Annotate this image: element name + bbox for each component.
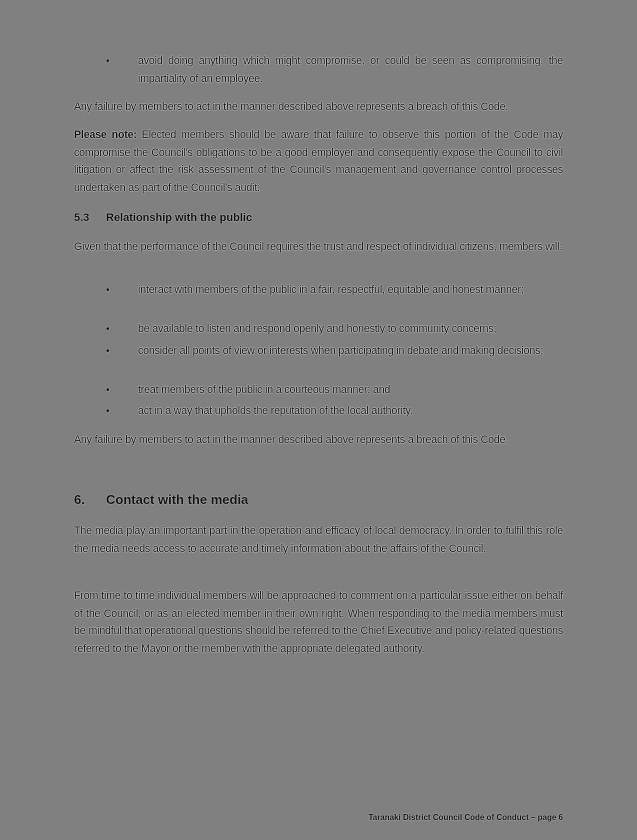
bullet-text: avoid doing anything which might compromise, or could be seen as compromising, the impartiality of an employee.: [138, 55, 563, 85]
please-note-paragraph: [74, 127, 563, 197]
bullet-icon: •: [106, 285, 110, 296]
bullet-text: be available to listen and respond openly and honestly to community concerns;: [138, 323, 497, 335]
section-number: 5.3: [74, 212, 90, 224]
section-title: Contact with the media: [106, 492, 249, 507]
please-note-text: Elected members should be aware that failure to observe this portion of the Code may compromise the Council's obligations to be a good employer and consequently expose the Council to civil litigation or affect the risk assessment of the Council's management and governance control processes undertaken as part of the Council's audit.: [74, 129, 564, 194]
bullet-icon: •: [106, 324, 110, 335]
section-5-3-heading: [74, 210, 563, 227]
section-6-paragraph-1: The media play an important part in the operation and efficacy of local democracy. In order to fulfil this role the media needs access to accurate and timely information about the affairs of the Council.: [74, 525, 563, 555]
bullet-icon: •: [106, 406, 110, 417]
section-6-heading: [74, 491, 563, 509]
bullet-text: treat members of the public in a courteous manner; and: [138, 384, 391, 396]
bullet-text: act in a way that upholds the reputation of the local authority.: [138, 405, 413, 417]
section-title: Relationship with the public: [106, 212, 253, 224]
list-item: [74, 282, 563, 300]
page-footer: Taranaki District Council Code of Conduct – page 6: [368, 813, 563, 822]
list-item: [74, 321, 563, 339]
bullet-text: consider all points of view or interests when participating in debate and making decisions;: [138, 345, 544, 357]
list-item: [74, 343, 563, 361]
breach-statement: Any failure by members to act in the manner described above represents a breach of this Code.: [74, 434, 509, 446]
list-item: [74, 382, 563, 400]
breach-statement: Any failure by members to act in the manner described above represents a breach of this Code.: [74, 101, 509, 113]
bullet-text: interact with members of the public in a fair, respectful, equitable and honest manner;: [138, 284, 524, 296]
please-note-label: Please note:: [74, 129, 137, 141]
bullet-icon: •: [106, 346, 110, 357]
section-5-3-intro: Given that the performance of the Council requires the trust and respect of individual citizens, members will:: [74, 241, 563, 253]
section-number: 6.: [74, 492, 85, 507]
list-item: [74, 403, 563, 421]
section-6-paragraph-2: From time to time individual members will be approached to comment on a particular issue either on behalf of the Council, or as an elected member in their own right. When responding to the media members must be mindful that operational questions should be referred to the Chief Executive and policy-related questions referred to the Mayor or the member with the appropriate delegated authority.: [74, 590, 563, 655]
bullet-icon: •: [106, 56, 110, 67]
bullet-icon: •: [106, 385, 110, 396]
list-item: [74, 53, 563, 88]
